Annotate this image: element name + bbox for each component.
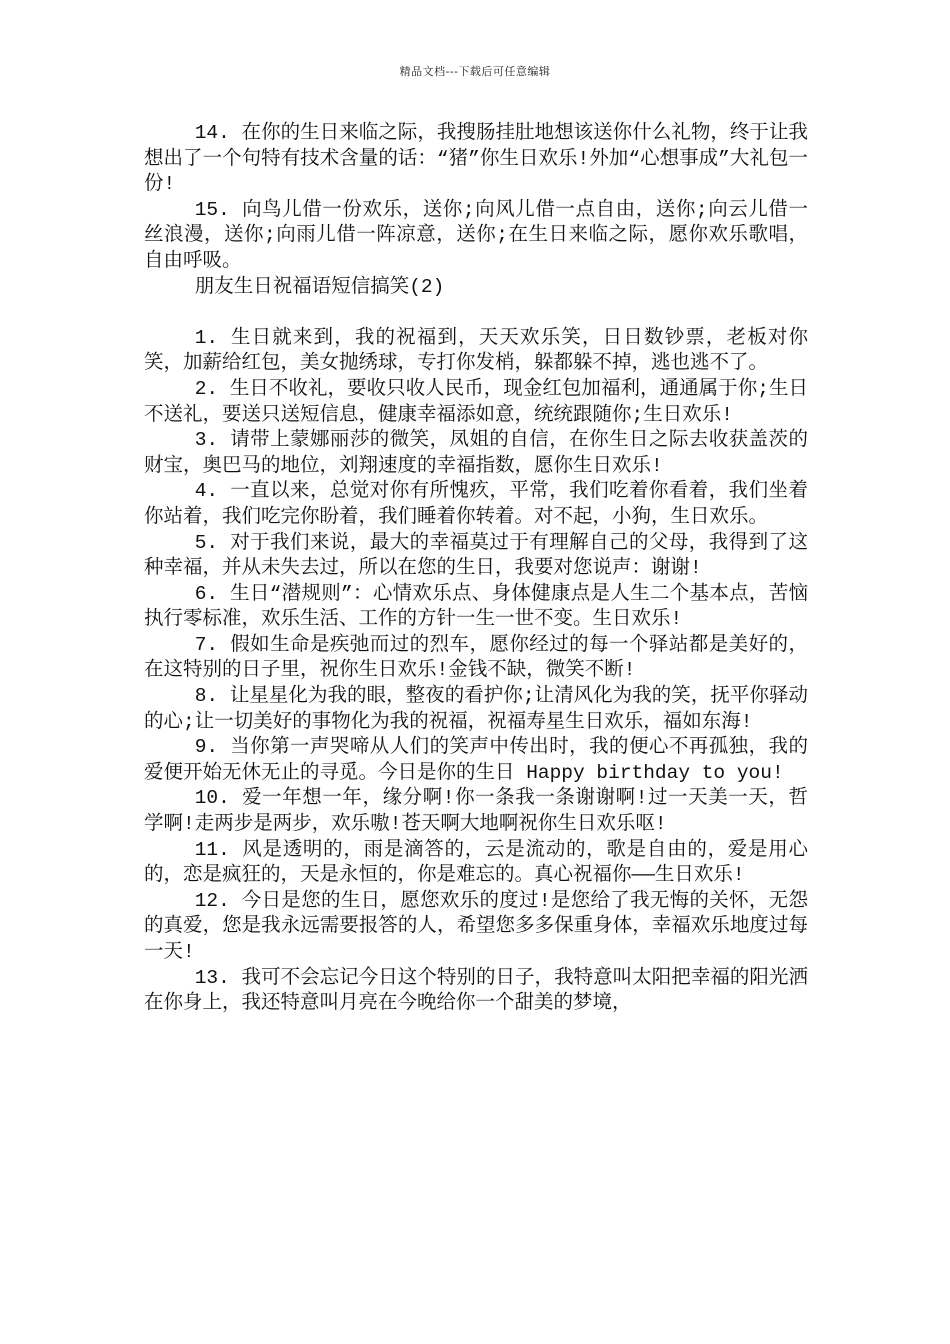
list-item: 3. 请带上蒙娜丽莎的微笑，凤姐的自信，在你生日之际去收获盖茨的财宝，奥巴马的地位，刘翔速度的幸福指数，愿你生日欢乐! (144, 429, 808, 477)
document-body (144, 121, 808, 1017)
list-item: 1. 生日就来到，我的祝福到，天天欢乐笑，日日数钞票，老板对你笑，加薪给红包，美女抛绣球，专打你发梢，躲都躲不掉，逃也逃不了。 (144, 326, 808, 375)
list-item: 11. 风是透明的，雨是滴答的，云是流动的，歌是自由的，爱是用心的，恋是疯狂的，天是永恒的，你是难忘的。真心祝福你——生日欢乐! (144, 838, 808, 887)
list-item: 9. 当你第一声哭啼从人们的笑声中传出时，我的便心不再孤独，我的爱便开始无休无止的寻觅。今日是你的生日 Happy birthday to you! (144, 736, 808, 784)
list-item: 6. 生日“潜规则”：心情欢乐点、身体健康点是人生二个基本点，苦恼执行零标准，欢乐生活、工作的方针一生一世不变。生日欢乐! (144, 582, 808, 631)
list-item: 2. 生日不收礼，要收只收人民币，现金红包加福利，通通属于你;生日不送礼，要送只送短信息，健康幸福添如意，统统跟随你;生日欢乐! (144, 377, 808, 426)
list-item: 13. 我可不会忘记今日这个特别的日子，我特意叫太阳把幸福的阳光洒在你身上，我还特意叫月亮在今晚给你一个甜美的梦境， (144, 966, 808, 1015)
page-header: 精品文档---下载后可任意编辑 (399, 65, 551, 78)
section-heading: 朋友生日祝福语短信搞笑(2) (194, 275, 445, 298)
paragraph-14: 14. 在你的生日来临之际，我搜肠挂肚地想该送你什么礼物，终于让我想出了一个句特有技术含量的话：“猪”你生日欢乐!外加“心想事成”大礼包一份! (144, 122, 808, 196)
list-item: 5. 对于我们来说，最大的幸福莫过于有理解自己的父母，我得到了这种幸福，并从未失去过，所以在您的生日，我要对您说声：谢谢! (144, 531, 808, 580)
list-item: 10. 爱一年想一年，缘分啊!你一条我一条谢谢啊!过一天美一天，哲学啊!走两步是两步，欢乐嗷!苍天啊大地啊祝你生日欢乐呕! (144, 787, 808, 836)
list-item: 8. 让星星化为我的眼，整夜的看护你;让清风化为我的笑，抚平你驿动的心;让一切美好的事物化为我的祝福，祝福寿星生日欢乐，福如东海! (144, 685, 808, 733)
paragraph-15: 15. 向鸟儿借一份欢乐，送你;向风儿借一点自由，送你;向云儿借一丝浪漫，送你;向雨儿借一阵凉意，送你;在生日来临之际，愿你欢乐歌唱，自由呼吸。 (144, 198, 808, 272)
list-item: 4. 一直以来，总觉对你有所愧疚，平常，我们吃着你看着，我们坐着你站着，我们吃完你盼着，我们睡着你转着。对不起，小狗，生日欢乐。 (144, 480, 808, 528)
list-item: 12. 今日是您的生日，愿您欢乐的度过!是您给了我无悔的关怀，无怨的真爱，您是我永远需要报答的人，希望您多多保重身体，幸福欢乐地度过每一天! (144, 889, 808, 963)
list-item: 7. 假如生命是疾弛而过的烈车，愿你经过的每一个驿站都是美好的，在这特别的日子里，祝你生日欢乐!金钱不缺，微笑不断! (144, 633, 808, 682)
